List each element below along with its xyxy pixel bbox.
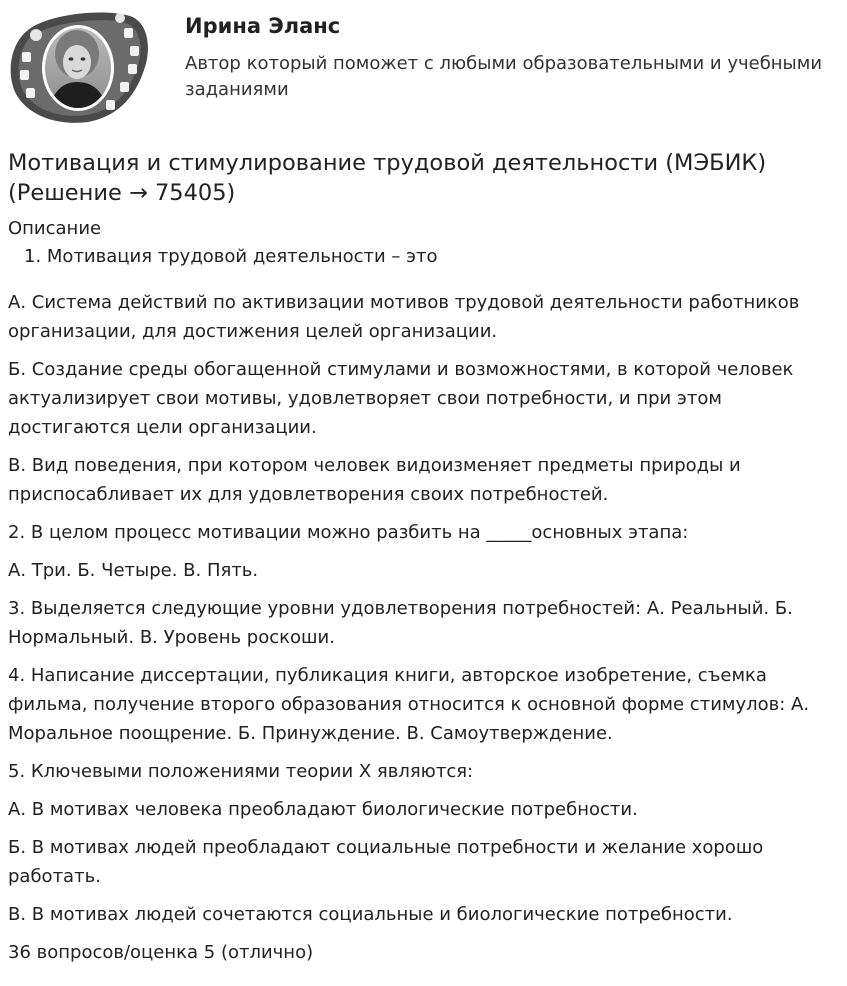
author-description: Автор который поможет с любыми образовательными и учебными заданиями: [185, 53, 823, 100]
answer-option-5b: Б. В мотивах людей преобладают социальные потребности и желание хорошо работать.: [8, 837, 764, 887]
answer-option-5a: А. В мотивах человека преобладают биологические потребности.: [8, 799, 638, 820]
answer-option-1b: Б. Создание среды обогащенной стимулами и возможностями, в которой человек актуализирует свои мотивы, удовлетворяет свои потребности, и при этом достигаются цели организации.: [8, 359, 794, 438]
document-body: [8, 288, 844, 976]
answer-option-1a: А. Система действий по активизации мотивов трудовой деятельности работников организации, для достижения целей организации.: [8, 292, 800, 342]
question-2: 2. В целом процесс мотивации можно разбить на _____основных этапа:: [8, 522, 689, 543]
author-avatar[interactable]: [8, 8, 150, 126]
question-5: 5. Ключевыми положениями теории Х являются:: [8, 761, 474, 782]
summary-note: 36 вопросов/оценка 5 (отлично): [8, 942, 314, 963]
answer-options-2: А. Три. Б. Четыре. В. Пять.: [8, 560, 259, 581]
description-heading: Описание: [8, 218, 102, 239]
question-1: 1. Мотивация трудовой деятельности – это: [24, 246, 438, 267]
answer-option-5c: В. В мотивах людей сочетаются социальные и биологические потребности.: [8, 904, 733, 925]
author-card: [0, 0, 847, 130]
question-3: 3. Выделяется следующие уровни удовлетворения потребностей: А. Реальный. Б. Нормальный. В. Уровень роскоши.: [8, 598, 793, 648]
question-4: 4. Написание диссертации, публикация книги, авторское изобретение, съемка фильма, получение второго образования относится к основной форме стимулов: А. Моральное поощрение. Б. Принуждение. В. Самоутверждение.: [8, 665, 810, 744]
page-title: Мотивация и стимулирование трудовой деятельности (МЭБИК) (Решение → 75405): [8, 150, 767, 206]
author-name[interactable]: Ирина Эланс: [185, 14, 341, 38]
answer-option-1c: В. Вид поведения, при котором человек видоизменяет предметы природы и приспосабливает их для удовлетворения своих потребностей.: [8, 455, 741, 505]
